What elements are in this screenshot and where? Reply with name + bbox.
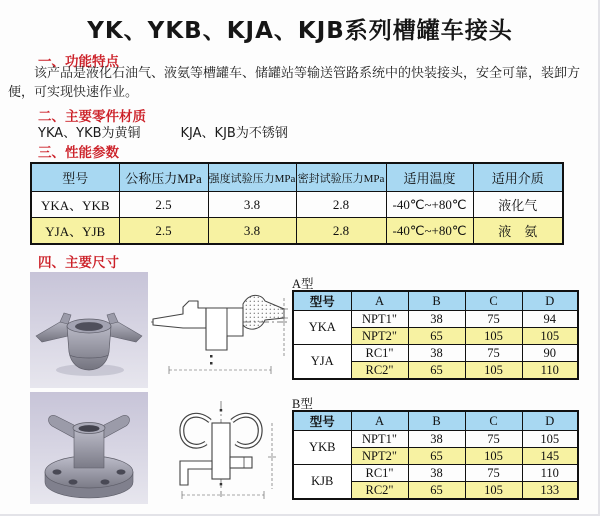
cell: 105 (522, 328, 578, 345)
table-row (31, 192, 563, 218)
cell: 液化气 (473, 192, 563, 218)
cell: 65 (408, 362, 465, 380)
cell: 105 (522, 431, 578, 448)
cell: 133 (522, 482, 578, 500)
header-cell: C (465, 411, 522, 431)
cell: 145 (522, 448, 578, 465)
cell: YKA、YKB (31, 192, 119, 218)
header-cell: D (522, 411, 578, 431)
cell: 105 (465, 362, 522, 380)
cell: NPT1" (351, 311, 408, 328)
section-heading-features: 一、功能特点 (38, 54, 119, 70)
cell: -40℃~+80℃ (386, 192, 473, 218)
cell: 75 (465, 345, 522, 362)
dim-table-b-label: B型 (292, 397, 313, 411)
model-cell: KJB (293, 465, 351, 500)
header-cell: 型号 (293, 291, 351, 311)
cell: 94 (522, 311, 578, 328)
model-cell: YKA (293, 311, 351, 345)
drawing-a-type-section (149, 284, 291, 384)
table-header-row (31, 163, 563, 192)
cell: 65 (408, 482, 465, 500)
cell: 105 (465, 448, 522, 465)
cell: 38 (408, 465, 465, 482)
section-heading-performance: 三、性能参数 (38, 145, 119, 161)
model-cell: YJA (293, 345, 351, 380)
table-header-row (293, 411, 578, 431)
feature-paragraph: 该产品是液化石油气、液氨等槽罐车、储罐站等输送管路系统中的快装接头，安全可靠，装卸方便，可实现快速作业。 (8, 66, 581, 100)
page-title: YK、YKB、KJA、KJB系列槽罐车接头 (87, 18, 513, 44)
cell: RC2" (351, 482, 408, 500)
cell: 38 (408, 431, 465, 448)
cell: 38 (408, 311, 465, 328)
cell: 65 (408, 328, 465, 345)
header-cell: A (351, 411, 408, 431)
cell: 110 (522, 362, 578, 380)
cell: 2.8 (296, 192, 386, 218)
header-cell: 适用温度 (386, 163, 473, 192)
cell: RC1" (351, 345, 408, 362)
cell: YJA、YJB (31, 218, 119, 245)
header-cell: 型号 (293, 411, 351, 431)
performance-table (30, 162, 564, 245)
section-heading-dimensions: 四、主要尺寸 (38, 255, 119, 271)
cell: RC1" (351, 465, 408, 482)
cell: 液 氨 (473, 218, 563, 245)
cell: 2.8 (296, 218, 386, 245)
header-cell: C (465, 291, 522, 311)
drawing-b-type-section (158, 397, 288, 503)
cell: RC2" (351, 362, 408, 380)
material-stainless-text: KJA、KJB为不锈钢 (180, 126, 288, 141)
cell: -40℃~+80℃ (386, 218, 473, 245)
header-cell: 强度试验压力MPa (208, 163, 296, 192)
cell: 3.8 (208, 192, 296, 218)
material-brass-text: YKA、YKB为黄铜 (38, 126, 141, 141)
cell: 105 (465, 328, 522, 345)
cell: 2.5 (119, 192, 208, 218)
cell: 105 (465, 482, 522, 500)
materials-line (38, 122, 288, 141)
cell: 75 (465, 311, 522, 328)
table-row (293, 465, 578, 482)
dim-table-a-label: A型 (292, 277, 314, 291)
header-cell: A (351, 291, 408, 311)
cell: 75 (465, 431, 522, 448)
cell: 75 (465, 465, 522, 482)
cell: 3.8 (208, 218, 296, 245)
header-cell: 型号 (31, 163, 119, 192)
header-cell: B (408, 411, 465, 431)
table-row (293, 431, 578, 448)
cell: NPT2" (351, 448, 408, 465)
cell: 65 (408, 448, 465, 465)
cell: 110 (522, 465, 578, 482)
photo-flanged-coupling (30, 392, 148, 504)
cell: 90 (522, 345, 578, 362)
table-header-row (293, 291, 578, 311)
table-row (293, 311, 578, 328)
table-row (31, 218, 563, 245)
dim-table-b (292, 410, 579, 500)
header-cell: 密封试验压力MPa (296, 163, 386, 192)
table-row (293, 345, 578, 362)
cell: NPT2" (351, 328, 408, 345)
cell: 2.5 (119, 218, 208, 245)
cell: NPT1" (351, 431, 408, 448)
header-cell: B (408, 291, 465, 311)
dim-table-a (292, 290, 579, 380)
header-cell: D (522, 291, 578, 311)
photo-wing-coupling (30, 272, 148, 388)
model-cell: YKB (293, 431, 351, 465)
section-heading-materials: 二、主要零件材质 (38, 109, 146, 125)
header-cell: 公称压力MPa (119, 163, 208, 192)
cell: 38 (408, 345, 465, 362)
header-cell: 适用介质 (473, 163, 563, 192)
